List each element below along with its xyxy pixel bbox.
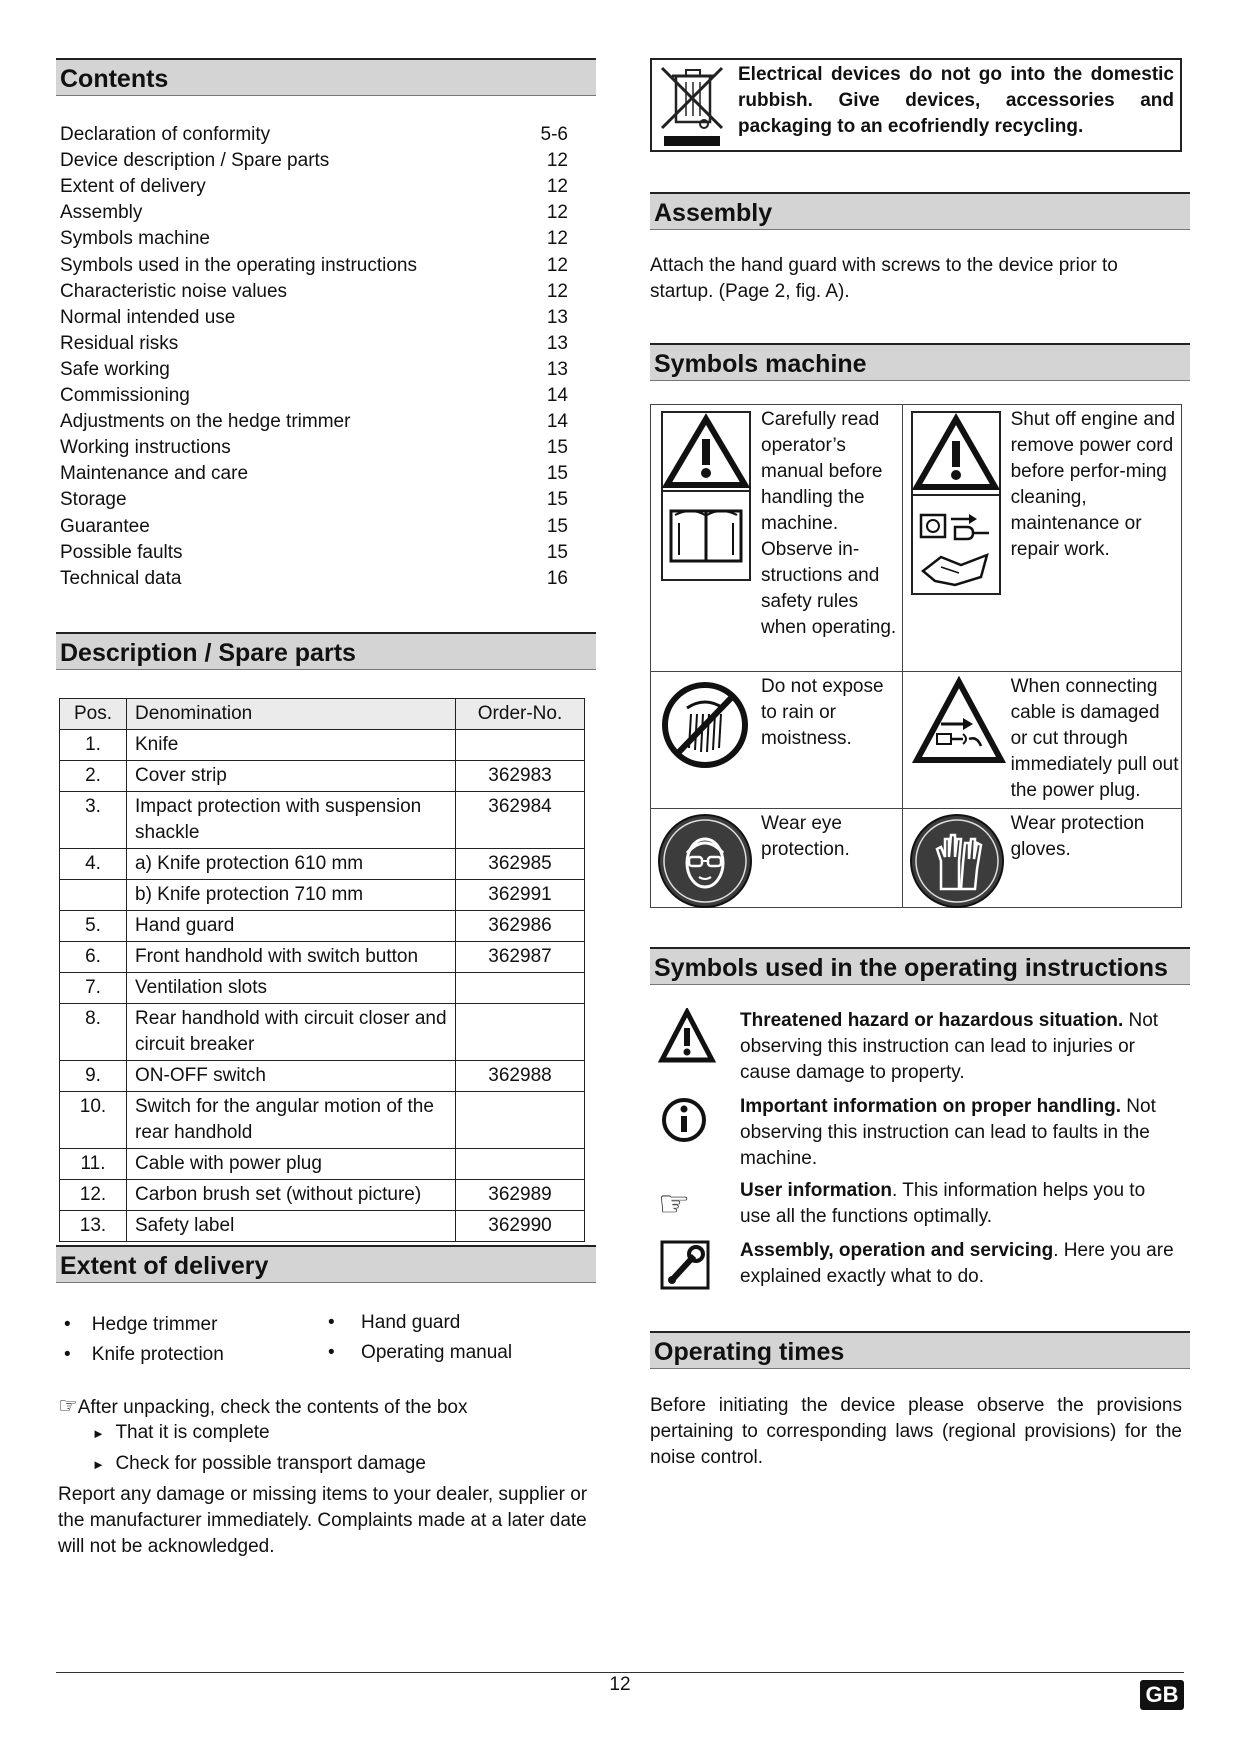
table-row bbox=[60, 1061, 585, 1092]
pointing-hand-icon: ☞ bbox=[58, 1393, 78, 1418]
list-item: • Knife protection bbox=[64, 1344, 224, 1365]
symbol-text: Do not expose to rain or moistness. bbox=[761, 676, 884, 749]
table-row bbox=[60, 911, 585, 942]
symbols-instructions-heading: Symbols used in the operating instructions bbox=[650, 947, 1190, 985]
delivery-item: Hedge trimmer bbox=[91, 1314, 218, 1335]
order-cell: 362985 bbox=[456, 849, 585, 880]
symbol-text: Carefully read operator’s manual before handling the machine. Observe in-structions and safety rules when operating. bbox=[761, 409, 897, 638]
delivery-heading: Extent of delivery bbox=[56, 1245, 596, 1283]
toc-page: 14 bbox=[546, 411, 568, 433]
toc-page: 15 bbox=[546, 541, 568, 563]
legend-bold: Assembly, operation and servicing bbox=[740, 1240, 1054, 1261]
table-row bbox=[60, 1180, 585, 1211]
toc-entry bbox=[60, 279, 568, 305]
legend-text bbox=[740, 1178, 1180, 1230]
wrench-icon bbox=[658, 1238, 716, 1296]
toc-page: 13 bbox=[546, 306, 568, 328]
order-cell: 362987 bbox=[456, 942, 585, 973]
toc-label: Possible faults bbox=[60, 541, 183, 563]
order-cell bbox=[456, 1149, 585, 1180]
denomination-cell: Front handhold with switch button bbox=[127, 942, 456, 973]
pos-cell: 11. bbox=[60, 1149, 127, 1180]
toc-label: Storage bbox=[60, 489, 127, 511]
denomination-header: Denomination bbox=[127, 699, 456, 730]
toc-label: Symbols used in the operating instructions bbox=[60, 254, 417, 276]
toc-entry bbox=[60, 540, 568, 566]
pointing-hand-icon: ☞ bbox=[658, 1183, 691, 1224]
order-cell: 362991 bbox=[456, 880, 585, 911]
table-row bbox=[60, 792, 585, 849]
toc-label: Working instructions bbox=[60, 437, 231, 459]
crossed-bin-icon bbox=[658, 64, 728, 148]
description-heading: Description / Spare parts bbox=[56, 632, 596, 670]
toc-entry bbox=[60, 566, 568, 592]
delivery-note bbox=[58, 1393, 467, 1421]
denomination-cell: a) Knife protection 610 mm bbox=[127, 849, 456, 880]
delivery-item: Operating manual bbox=[361, 1342, 513, 1363]
symbol-text: When connecting cable is damaged or cut through immediately pull out the power plug. bbox=[1010, 676, 1179, 801]
toc-entry bbox=[60, 253, 568, 279]
toc-page: 5-6 bbox=[540, 124, 568, 145]
toc-entry bbox=[60, 200, 568, 226]
toc-entry bbox=[60, 383, 568, 409]
order-cell bbox=[456, 973, 585, 1004]
list-item: • Hedge trimmer bbox=[64, 1314, 218, 1335]
pos-cell: 7. bbox=[60, 973, 127, 1004]
denomination-cell: b) Knife protection 710 mm bbox=[127, 880, 456, 911]
toc-page: 13 bbox=[546, 358, 568, 380]
pos-cell: 8. bbox=[60, 1004, 127, 1061]
toc-entry bbox=[60, 435, 568, 461]
order-cell bbox=[456, 1004, 585, 1061]
toc-label: Normal intended use bbox=[60, 306, 236, 328]
table-header-row bbox=[60, 699, 585, 730]
list-item bbox=[92, 1451, 426, 1478]
toc-page: 12 bbox=[546, 202, 568, 224]
legend-item bbox=[650, 1238, 1190, 1294]
toc-label: Adjustments on the hedge trimmer bbox=[60, 411, 351, 433]
denomination-cell: Knife bbox=[127, 730, 456, 761]
page-number: 12 bbox=[609, 1674, 631, 1695]
toc-page: 14 bbox=[546, 385, 568, 406]
toc-label: Residual risks bbox=[60, 332, 179, 354]
toc-page: 15 bbox=[546, 437, 568, 459]
denomination-cell: Impact protection with suspension shackle bbox=[127, 792, 456, 849]
denomination-cell: Ventilation slots bbox=[127, 973, 456, 1004]
toc-page: 16 bbox=[546, 567, 568, 589]
language-badge: GB bbox=[1140, 1680, 1184, 1710]
pos-cell: 10. bbox=[60, 1092, 127, 1149]
delivery-item: Hand guard bbox=[361, 1312, 461, 1333]
toc-label: Characteristic noise values bbox=[60, 280, 288, 302]
pos-cell: 1. bbox=[60, 730, 127, 761]
pos-cell: 12. bbox=[60, 1180, 127, 1211]
check-item: That it is complete bbox=[115, 1422, 270, 1443]
denomination-cell: Cover strip bbox=[127, 761, 456, 792]
order-cell bbox=[456, 1092, 585, 1149]
order-cell bbox=[456, 730, 585, 761]
order-cell: 362990 bbox=[456, 1211, 585, 1242]
legend-body: . Here you are explained exactly what to do. bbox=[740, 1240, 1174, 1287]
denomination-cell: Switch for the angular motion of the rear handhold bbox=[127, 1092, 456, 1149]
toc-page: 12 bbox=[546, 254, 568, 276]
toc-page: 15 bbox=[546, 515, 568, 537]
legend-item bbox=[650, 1178, 1190, 1234]
symbols-machine-heading: Symbols machine bbox=[650, 343, 1190, 381]
info-icon bbox=[658, 1094, 716, 1152]
pos-cell: 9. bbox=[60, 1061, 127, 1092]
spare-parts-table bbox=[59, 698, 585, 1242]
protection-gloves-icon bbox=[909, 813, 1005, 909]
check-item: Check for possible transport damage bbox=[115, 1453, 426, 1474]
denomination-cell: Rear handhold with circuit closer and circuit breaker bbox=[127, 1004, 456, 1061]
symbol-text: Wear eye protection. bbox=[761, 813, 850, 860]
table-row bbox=[60, 1211, 585, 1242]
legend-body: . This information helps you to use all the functions optimally. bbox=[740, 1180, 1146, 1227]
denomination-cell: ON-OFF switch bbox=[127, 1061, 456, 1092]
order-cell: 362983 bbox=[456, 761, 585, 792]
legend-bold: User information bbox=[740, 1180, 893, 1201]
no-rain-icon bbox=[659, 678, 751, 772]
table-row bbox=[60, 730, 585, 761]
symbol-text: Shut off engine and remove power cord before perfor-ming cleaning, maintenance or repair work. bbox=[1010, 409, 1176, 560]
pos-header: Pos. bbox=[60, 699, 127, 730]
legend-item bbox=[650, 1008, 1190, 1088]
toc-page: 12 bbox=[546, 228, 568, 250]
table-row bbox=[60, 761, 585, 792]
pos-cell bbox=[60, 880, 127, 911]
order-cell: 362984 bbox=[456, 792, 585, 849]
table-row bbox=[60, 1149, 585, 1180]
table-row bbox=[60, 1004, 585, 1061]
recycling-text: Electrical devices do not go into the domestic rubbish. Give devices, accessories and packaging to an ecofriendly recycling. bbox=[738, 64, 1174, 137]
triangle-bullet-icon: ► bbox=[92, 1457, 105, 1472]
symbols-machine-table bbox=[650, 404, 1182, 908]
legend-text bbox=[740, 1008, 1180, 1086]
legend-bold: Important information on proper handling. bbox=[740, 1096, 1122, 1117]
eye-protection-icon bbox=[657, 813, 753, 909]
toc-label: Commissioning bbox=[60, 385, 190, 406]
toc-label: Technical data bbox=[60, 567, 182, 589]
assembly-text: Attach the hand guard with screws to the device prior to startup. (Page 2, fig. A). bbox=[650, 255, 1118, 302]
denomination-cell: Safety label bbox=[127, 1211, 456, 1242]
toc-label: Symbols machine bbox=[60, 228, 210, 250]
assembly-heading: Assembly bbox=[650, 192, 1190, 230]
pos-cell: 5. bbox=[60, 911, 127, 942]
order-header: Order-No. bbox=[456, 699, 585, 730]
table-row bbox=[60, 1092, 585, 1149]
table-row bbox=[60, 973, 585, 1004]
toc-entry bbox=[60, 226, 568, 252]
table-row bbox=[60, 880, 585, 911]
toc-entry bbox=[60, 174, 568, 200]
denomination-cell: Cable with power plug bbox=[127, 1149, 456, 1180]
triangle-bullet-icon: ► bbox=[92, 1426, 105, 1441]
toc-entry bbox=[60, 305, 568, 331]
toc-label: Device description / Spare parts bbox=[60, 150, 330, 172]
symbol-text: Wear protection gloves. bbox=[1010, 813, 1145, 860]
table-row bbox=[60, 942, 585, 973]
contents-heading: Contents bbox=[56, 58, 596, 96]
legend-text bbox=[740, 1094, 1180, 1172]
list-item bbox=[92, 1420, 270, 1447]
legend-body: Not observing this instruction can lead to injuries or cause damage to property. bbox=[740, 1010, 1159, 1083]
operating-times-heading: Operating times bbox=[650, 1331, 1190, 1369]
denomination-cell: Hand guard bbox=[127, 911, 456, 942]
toc-page: 13 bbox=[546, 332, 568, 354]
toc-entry bbox=[60, 357, 568, 383]
toc-page: 15 bbox=[546, 463, 568, 485]
warning-unplug-icon bbox=[911, 411, 1001, 595]
pos-cell: 3. bbox=[60, 792, 127, 849]
delivery-item: Knife protection bbox=[91, 1344, 224, 1365]
recycling-notice bbox=[650, 58, 1182, 152]
warning-triangle-icon bbox=[658, 1008, 716, 1066]
toc-entry bbox=[60, 122, 568, 148]
toc-page: 12 bbox=[546, 150, 568, 172]
toc-label: Assembly bbox=[60, 202, 143, 224]
list-item: • Operating manual bbox=[328, 1342, 513, 1363]
toc-entry bbox=[60, 461, 568, 487]
toc-entry bbox=[60, 331, 568, 357]
denomination-cell: Carbon brush set (without picture) bbox=[127, 1180, 456, 1211]
order-cell: 362989 bbox=[456, 1180, 585, 1211]
order-cell: 362986 bbox=[456, 911, 585, 942]
legend-body: Not observing this instruction can lead to faults in the machine. bbox=[740, 1096, 1156, 1169]
footer-divider bbox=[56, 1672, 1184, 1673]
legend-bold: Threatened hazard or hazardous situation. bbox=[740, 1010, 1124, 1031]
table-row bbox=[60, 849, 585, 880]
pos-cell: 2. bbox=[60, 761, 127, 792]
legend-item bbox=[650, 1094, 1190, 1174]
order-cell: 362988 bbox=[456, 1061, 585, 1092]
toc-label: Safe working bbox=[60, 358, 170, 380]
damaged-cable-icon bbox=[911, 676, 1007, 766]
pos-cell: 4. bbox=[60, 849, 127, 880]
delivery-report: Report any damage or missing items to your dealer, supplier or the manufacturer immediately. Complaints made at a later date will not be acknowledged. bbox=[58, 1484, 588, 1557]
toc-label: Guarantee bbox=[60, 515, 150, 537]
warning-read-manual-icon bbox=[661, 411, 751, 581]
legend-text bbox=[740, 1238, 1180, 1290]
toc-page: 15 bbox=[546, 489, 568, 511]
toc-entry bbox=[60, 409, 568, 435]
list-item: • Hand guard bbox=[328, 1312, 461, 1333]
toc-entry bbox=[60, 514, 568, 540]
toc-entry bbox=[60, 148, 568, 174]
toc-page: 12 bbox=[546, 176, 568, 198]
delivery-note-text: After unpacking, check the contents of the box bbox=[77, 1397, 468, 1418]
toc-page: 12 bbox=[546, 280, 568, 302]
operating-times-text: Before initiating the device please observe the provisions pertaining to corresponding laws (regional provisions) for the noise control. bbox=[650, 1395, 1182, 1468]
pos-cell: 6. bbox=[60, 942, 127, 973]
pos-cell: 13. bbox=[60, 1211, 127, 1242]
toc-entry bbox=[60, 487, 568, 513]
toc-label: Declaration of conformity bbox=[60, 124, 271, 145]
toc-label: Extent of delivery bbox=[60, 176, 206, 198]
toc-label: Maintenance and care bbox=[60, 463, 249, 485]
